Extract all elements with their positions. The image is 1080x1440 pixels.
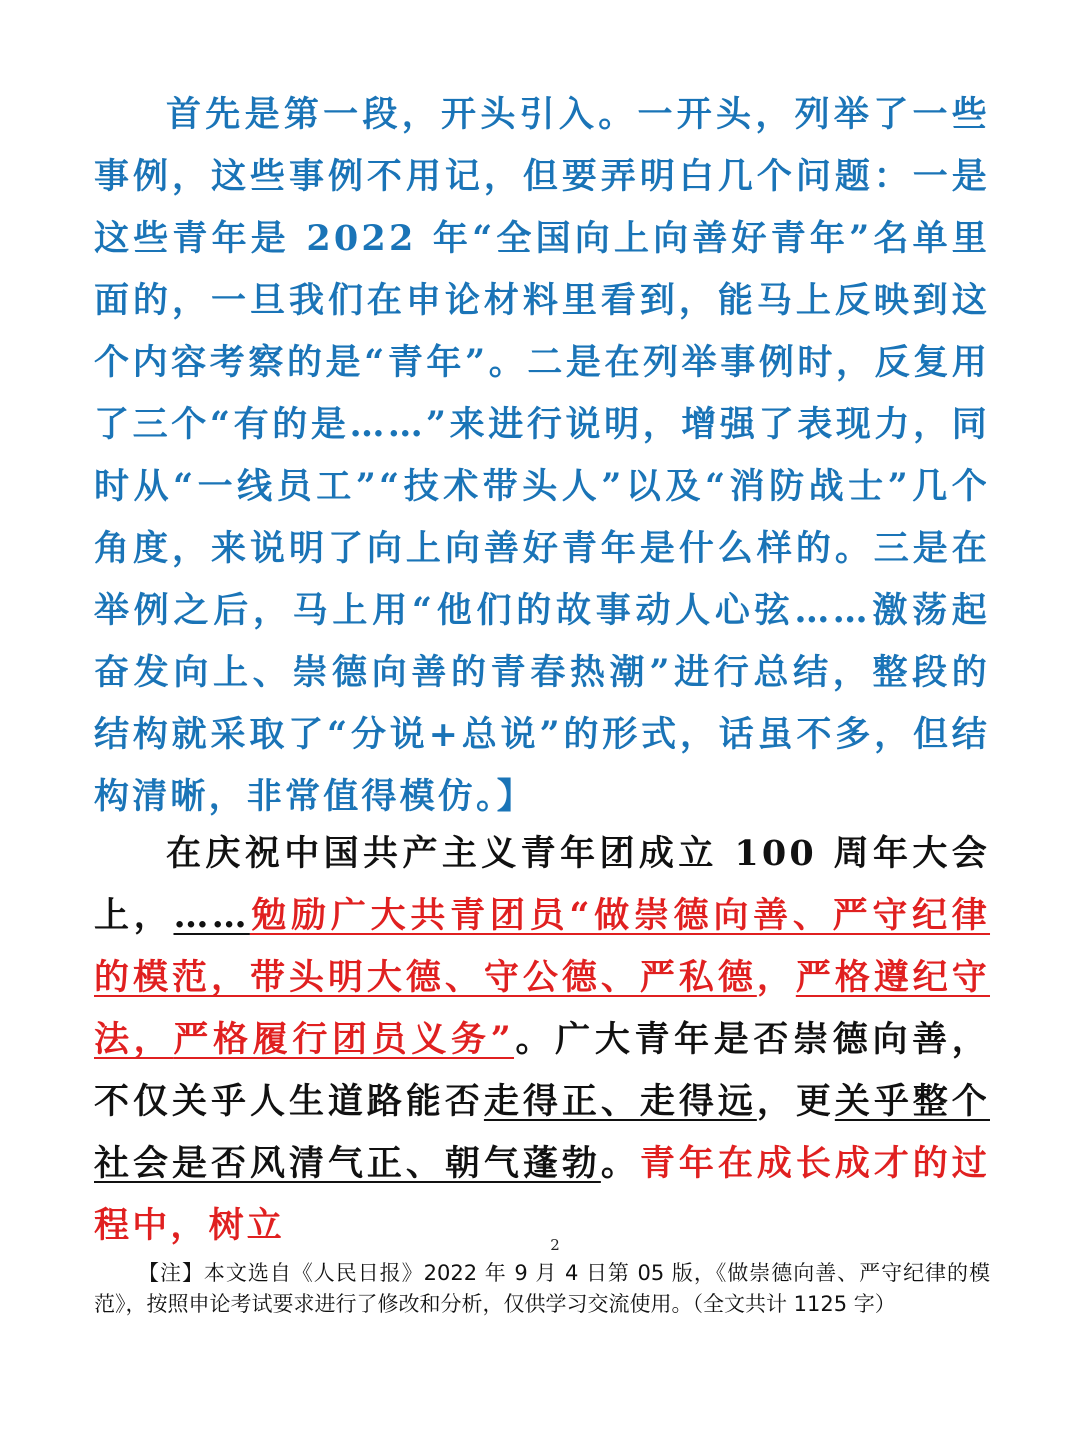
analysis-paragraph: 首先是第一段，开头引入。一开头，列举了一些事例，这些事例不用记，但要弄明白几个问题：一是这些青年是 2022 年“全国向上向善好青年”名单里面的，一旦我们在申论材料里看到，能马上反映到这个内容考察的是“青年”。二是在列举事例时，反复用了三个“有的是……”来进行说明，增强了表现力，同时从“一线员工”“技术带头人”以及“消防战士”几个角度，来说明了向上向善好青年是什么样的。三是在举例之后，马上用“他们的故事动人心弦……激荡起奋发向上、崇德向善的青春热潮”进行总结，整段的结构就采取了“分说+总说”的形式，话虽不多，但结构清晰，非常值得模仿。】: [94, 94, 990, 817]
red-underlined-quote: 严格遵纪守法，: [94, 957, 990, 1060]
article-text-segment: 。: [600, 1143, 640, 1184]
underlined-ellipsis: ……: [173, 895, 250, 936]
article-text-segment: 。广大青年是否崇德向善，不仅关乎人生道路能否: [94, 1019, 991, 1122]
page-number: 2: [550, 1236, 560, 1254]
article-text-segment: 在庆祝中国共产主义青年团成立 100 周年大会上，: [94, 833, 990, 936]
red-highlight-text: 青年在成长成才的过程中，树立: [94, 1143, 990, 1246]
red-underlined-quote: 勉励广大共青团员“做崇德向善、严守纪律的模范，带头明大德、守公德、严私德: [94, 895, 991, 998]
red-comma: ，: [756, 957, 796, 998]
underlined-phrase: 走得正、走得远: [483, 1081, 757, 1122]
article-text-segment: ，更: [756, 1081, 835, 1122]
footnote: 【注】本文选自《人民日报》2022 年 9 月 4 日第 05 版，《做崇德向善、严守纪律的模范》，按照申论考试要求进行了修改和分析，仅供学习交流使用。（全文共计 1125 字）: [94, 1261, 990, 1316]
red-underlined-quote: 严格履行团员义务”: [173, 1019, 515, 1060]
article-paragraph: [94, 823, 990, 1257]
underlined-phrase: 关乎整个社会是否风清气正、朝气蓬勃: [94, 1081, 990, 1184]
